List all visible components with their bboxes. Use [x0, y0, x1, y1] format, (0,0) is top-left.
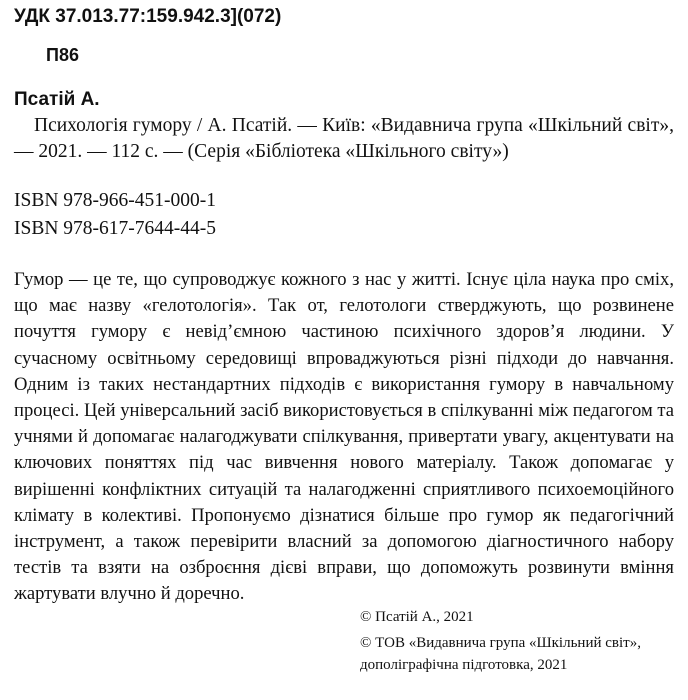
isbn-list	[14, 187, 674, 243]
bibliographic-description: Психологія гумору / А. Псатій. — Київ: «Видавнича група «Шкільний світ», — 2021. — 112 с. — (Серія «Бібліотека «Шкільного світу»)	[14, 115, 674, 162]
author-name: Псатій А.	[14, 89, 100, 110]
annotation-text: Гумор — це те, що супроводжує кожного з нас у житті. Існує ціла наука про сміх, що має назву «гелотологія». Так от, гелотологи стверджують, що розвинене почуття гумору є невід’ємною частиною психічного здоров’я людини. У сучасному освітньому середовищі впроваджуються різні підходи до навчання. Одним із таких нестандартних підходів є використання гумору в навчальному процесі. Цей універсальний засіб використовується в спілкуванні між педагогом та учнями й допомагає налагоджувати спілкування, привертати увагу, акцентувати на ключових поняттях під час вивчення нового матеріалу. Також допомагає у вирішенні конфліктних ситуацій та налагодженні сприятливого психоемоційного клімату в колективі. Пропонуємо дізнатися більше про гумор як педагогічний інструмент, а також перевірити власний за допомогою діагностичного набору тестів та взяти на озброєння дієві вправи, що допоможуть розвинути вміння жартувати влучно й доречно.	[14, 269, 674, 605]
isbn-line: ISBN 978-617-7644-44-5	[14, 218, 217, 239]
copyright-block	[360, 606, 680, 676]
udc-code: УДК 37.013.77:159.942.3](072)	[14, 6, 282, 27]
author-sign: П86	[46, 45, 79, 65]
copyright-publisher: © ТОВ «Видавнича група «Шкільний світ», дополіграфічна підготовка, 2021	[360, 635, 641, 673]
copyright-author: © Псатій А., 2021	[360, 609, 474, 625]
isbn-line: ISBN 978-966-451-000-1	[14, 190, 217, 211]
